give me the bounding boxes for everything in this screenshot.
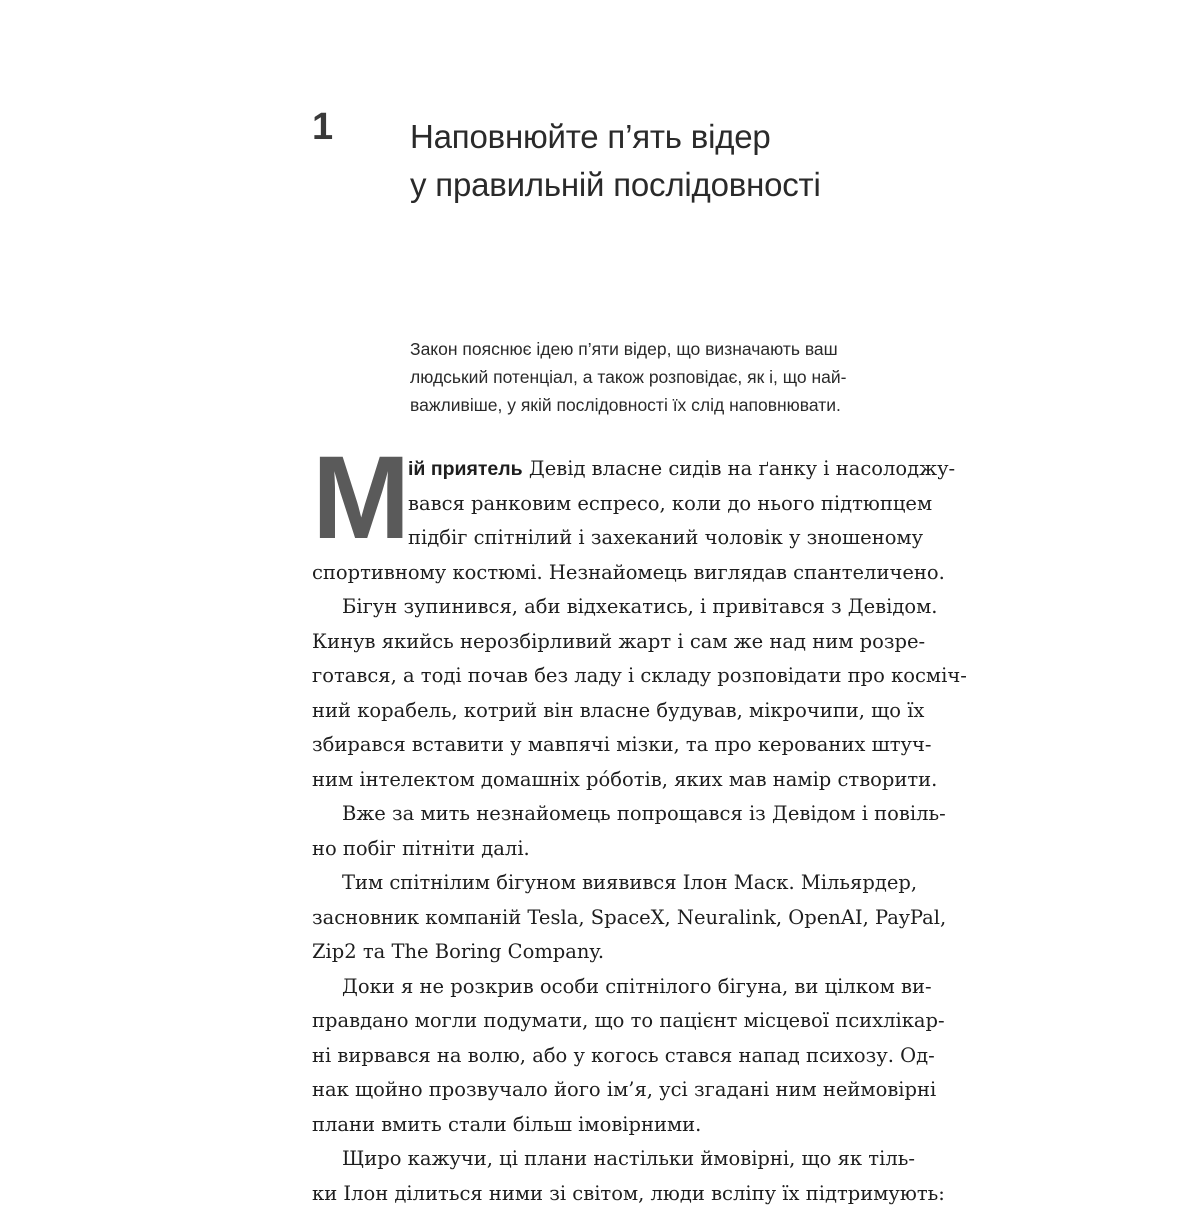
- lead-bold: ій приятель: [408, 458, 523, 480]
- text-line: готався, а тоді почав без ладу і складу розповідати про косміч-: [312, 659, 892, 694]
- chapter-title-line: Наповнюйте п’ять відер: [410, 113, 821, 161]
- epigraph-line: Закон пояснює ідею п’яти відер, що визначають ваш: [410, 335, 880, 363]
- body-text: [312, 452, 892, 1211]
- epigraph: [410, 335, 880, 419]
- text-line: Кинув якийсь нерозбірливий жарт і сам же над ним розре-: [312, 625, 892, 660]
- text-line: ні вирвався на волю, або у когось стався напад психозу. Од-: [312, 1039, 892, 1074]
- text-line: ним інтелектом домашніх рóботів, яких мав намір створити.: [312, 763, 892, 798]
- text-line: Тим спітнілим бігуном виявився Ілон Маск. Мільярдер,: [312, 866, 892, 901]
- text-line: ки Ілон ділиться ними зі світом, люди всліпу їх підтримують:: [312, 1177, 892, 1211]
- chapter-title: [410, 113, 821, 209]
- text-line: вався ранковим еспресо, коли до нього підтюпцем: [408, 487, 892, 522]
- text-line-rest: Девід власне сидів на ґанку і насолоджу-: [529, 457, 955, 480]
- text-line: плани вмить стали більш імовірними.: [312, 1108, 892, 1143]
- epigraph-line: важливіше, у якій послідовності їх слід наповнювати.: [410, 391, 880, 419]
- text-line: збирався вставити у мавпячі мізки, та про керованих штуч-: [312, 728, 892, 763]
- text-line: Щиро кажучи, ці плани настільки ймовірні, що як тіль-: [312, 1142, 892, 1177]
- text-line: спортивному костюмі. Незнайомець виглядав спантеличено.: [312, 556, 892, 591]
- drop-cap: М: [312, 452, 408, 544]
- text-line: нак щойно прозвучало його ім’я, усі згадані ним неймовірні: [312, 1073, 892, 1108]
- text-line: Бігун зупинився, аби відхекатись, і привітався з Девідом.: [312, 590, 892, 625]
- text-line: [408, 452, 892, 487]
- text-line: засновник компаній Tesla, SpaceX, Neuralink, OpenAI, PayPal,: [312, 901, 892, 936]
- text-line: Zip2 та The Boring Company.: [312, 935, 892, 970]
- text-line: правдано могли подумати, що то пацієнт місцевої психлікар-: [312, 1004, 892, 1039]
- chapter-number: 1: [312, 108, 333, 146]
- epigraph-line: людський потенціал, а також розповідає, як і, що най-: [410, 363, 880, 391]
- text-line: ний корабель, котрий він власне будував, мікрочипи, що їх: [312, 694, 892, 729]
- text-line: но побіг пітніти далі.: [312, 832, 892, 867]
- chapter-title-line: у правильній послідовності: [410, 161, 821, 209]
- text-line: Вже за мить незнайомець попрощався із Девідом і повіль-: [312, 797, 892, 832]
- text-line: підбіг спітнілий і захеканий чоловік у зношеному: [408, 521, 892, 556]
- text-line: Доки я не розкрив особи спітнілого бігуна, ви цілком ви-: [312, 970, 892, 1005]
